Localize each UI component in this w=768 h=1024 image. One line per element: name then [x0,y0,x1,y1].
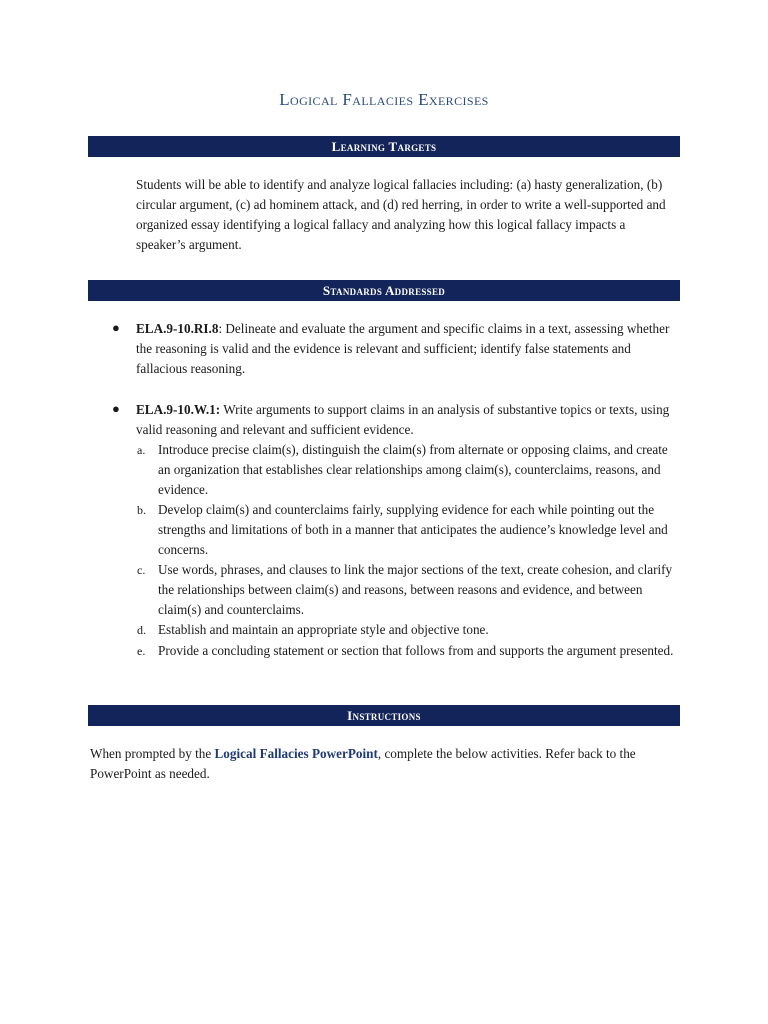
learning-targets-text: Students will be able to identify and analyze logical fallacies including: (a) hasty generalization, (b) circular argument, (c) ad hominem attack, and (d) red herring, in order to write a well-supported and organized essay identifying a logical fallacy and analyzing how this logical fallacy impacts a speaker’s argument. [136,177,666,252]
document-title: Logical Fallacies Exercises [279,90,489,109]
standard-code: ELA.9-10.RI.8 [136,321,219,336]
standard-item [136,400,676,440]
standard-code: ELA.9-10.W.1: [136,402,221,417]
subitem-text: Provide a concluding statement or section that follows from and supports the argument presented. [158,643,674,658]
subitem-letter: b. [137,503,146,517]
standard-code-separator: : [218,321,223,336]
standard-item [136,319,676,379]
standard-text: Write arguments to support claims in an analysis of substantive topics or texts, using valid reasoning and relevant and sufficient evidence. [136,402,670,437]
instructions-text [90,744,680,784]
subitem-text: Use words, phrases, and clauses to link the major sections of the text, create cohesion, and clarify the relationships between claim(s) and reasons, between reasons and evidence, and between claim(s) and counterclaims. [158,562,673,617]
subitem-letter: a. [137,443,146,457]
powerpoint-link[interactable]: Logical Fallacies PowerPoint [214,746,378,761]
instructions-heading: Instructions [88,705,680,726]
subitem-text: Introduce precise claim(s), distinguish the claim(s) from alternate or opposing claims, and create an organization that establishes clear relationships among claim(s), counterclaims, reasons, and evidence. [158,442,668,497]
instructions-text-after: , complete the below activities. Refer back to the PowerPoint as needed. [90,746,636,781]
subitem-letter: c. [137,563,146,577]
subitem-text: Establish and maintain an appropriate style and objective tone. [158,622,489,637]
subitem-text: Develop claim(s) and counterclaims fairly, supplying evidence for each while pointing out the strengths and limitations of both in a manner that anticipates the audience’s knowledge level and concerns. [158,502,668,557]
learning-targets-heading: Learning Targets [88,136,680,157]
standard-text: Delineate and evaluate the argument and specific claims in a text, assessing whether the reasoning is valid and the evidence is relevant and sufficient; identify false statements and fallacious reasoning. [136,321,670,376]
bullet-icon: ● [112,401,120,416]
subitem-letter: e. [137,644,146,658]
standards-heading: Standards Addressed [88,280,680,301]
subitem-letter: d. [137,623,146,637]
bullet-icon: ● [112,320,120,335]
instructions-text-before: When prompted by the [90,746,215,761]
